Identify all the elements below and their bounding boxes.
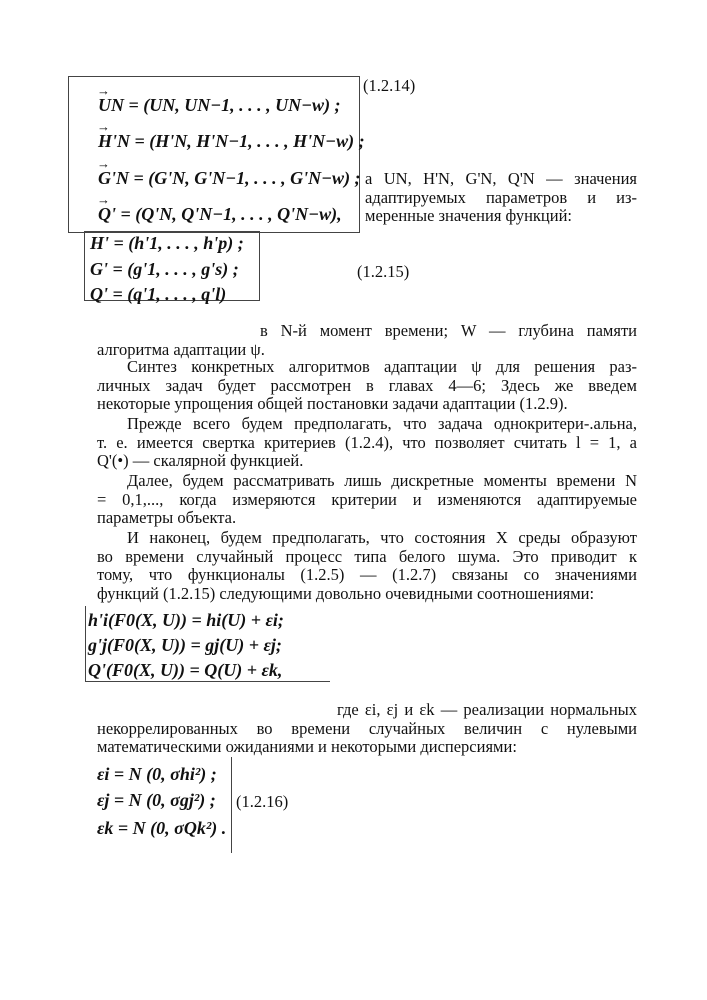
formula-epsilon-j: εj = N (0, σgj²) ; bbox=[97, 790, 216, 810]
formula-underline-noise bbox=[85, 681, 330, 682]
formula-line-u: → UN = (UN, UN−1, . . . , UN−w) ; bbox=[98, 95, 341, 116]
formula-g-noise: g'j(F0(X, U)) = gj(U) + εj; bbox=[88, 635, 282, 655]
formula-bracket-noise bbox=[85, 606, 87, 682]
formula-line-g: → G'N = (G'N, G'N−1, . . . , G'N−w) ; bbox=[98, 168, 361, 189]
formula-line-q: → Q' = (Q'N, Q'N−1, . . . , Q'N−w), bbox=[98, 204, 342, 225]
equation-number-1-2-16: (1.2.16) bbox=[236, 792, 289, 811]
paragraph-single-criterion: Прежде всего будем предполагать, что задача однокритери-.альна, т. е. имеется свертка критериев (1.2.4), что позволяет считать l = 1, а Q'(•) — скалярной функцией. bbox=[97, 414, 637, 470]
equation-number-1-2-14: (1.2.14) bbox=[363, 76, 416, 95]
formula-line-g-vector: G' = (g'1, . . . , g's) ; bbox=[90, 259, 239, 279]
formula-h-noise: h'i(F0(X, U)) = hi(U) + εi; bbox=[88, 610, 284, 630]
formula-epsilon-i: εi = N (0, σhi²) ; bbox=[97, 764, 217, 784]
paragraph-memory-depth: в N-й момент времени; W — глубина памяти алгоритма адаптации ψ. bbox=[97, 321, 637, 359]
formula-epsilon-k: εk = N (0, σQk²) . bbox=[97, 818, 227, 838]
side-text: а UN, H'N, G'N, Q'N — значения адаптируемых параметров и из- меренные значения функций: bbox=[365, 169, 637, 225]
formula-q-noise: Q'(F0(X, U)) = Q(U) + εk, bbox=[88, 660, 283, 680]
formula-line-q-vector: Q' = (q'1, . . . , q'l) bbox=[90, 284, 227, 304]
formula-line-h: → H'N = (H'N, H'N−1, . . . , H'N−w) ; bbox=[98, 131, 365, 152]
paragraph-realizations: где εi, εj и εk — реализации нормальных некоррелированных во времени случайных величин с нулевыми математическими ожиданиями и некоторыми дисперсиями: bbox=[97, 700, 637, 756]
equation-number-1-2-15: (1.2.15) bbox=[357, 262, 410, 281]
paragraph-synthesis: Синтез конкретных алгоритмов адаптации ψ для решения раз- личных задач будет рассмотрен в главах 4—6; Здесь же введем некоторые упрощения общей постановки задачи адаптации (1.2.9). bbox=[97, 357, 637, 413]
formula-divider-1-2-16 bbox=[231, 757, 233, 853]
formula-line-h-vector: H' = (h'1, . . . , h'p) ; bbox=[90, 233, 244, 253]
paragraph-discrete-time: Далее, будем рассматривать лишь дискретные моменты времени N = 0,1,..., когда измеряются критерии и изменяются адаптируемые параметры объекта. bbox=[97, 471, 637, 527]
paragraph-white-noise: И наконец, будем предполагать, что состояния X среды образуют во времени случайный процесс типа белого шума. Это приводит к тому, что функционалы (1.2.5) — (1.2.7) связаны со значениями функций (1.2.15) следующими довольно очевидными соотношениями: bbox=[97, 528, 637, 603]
